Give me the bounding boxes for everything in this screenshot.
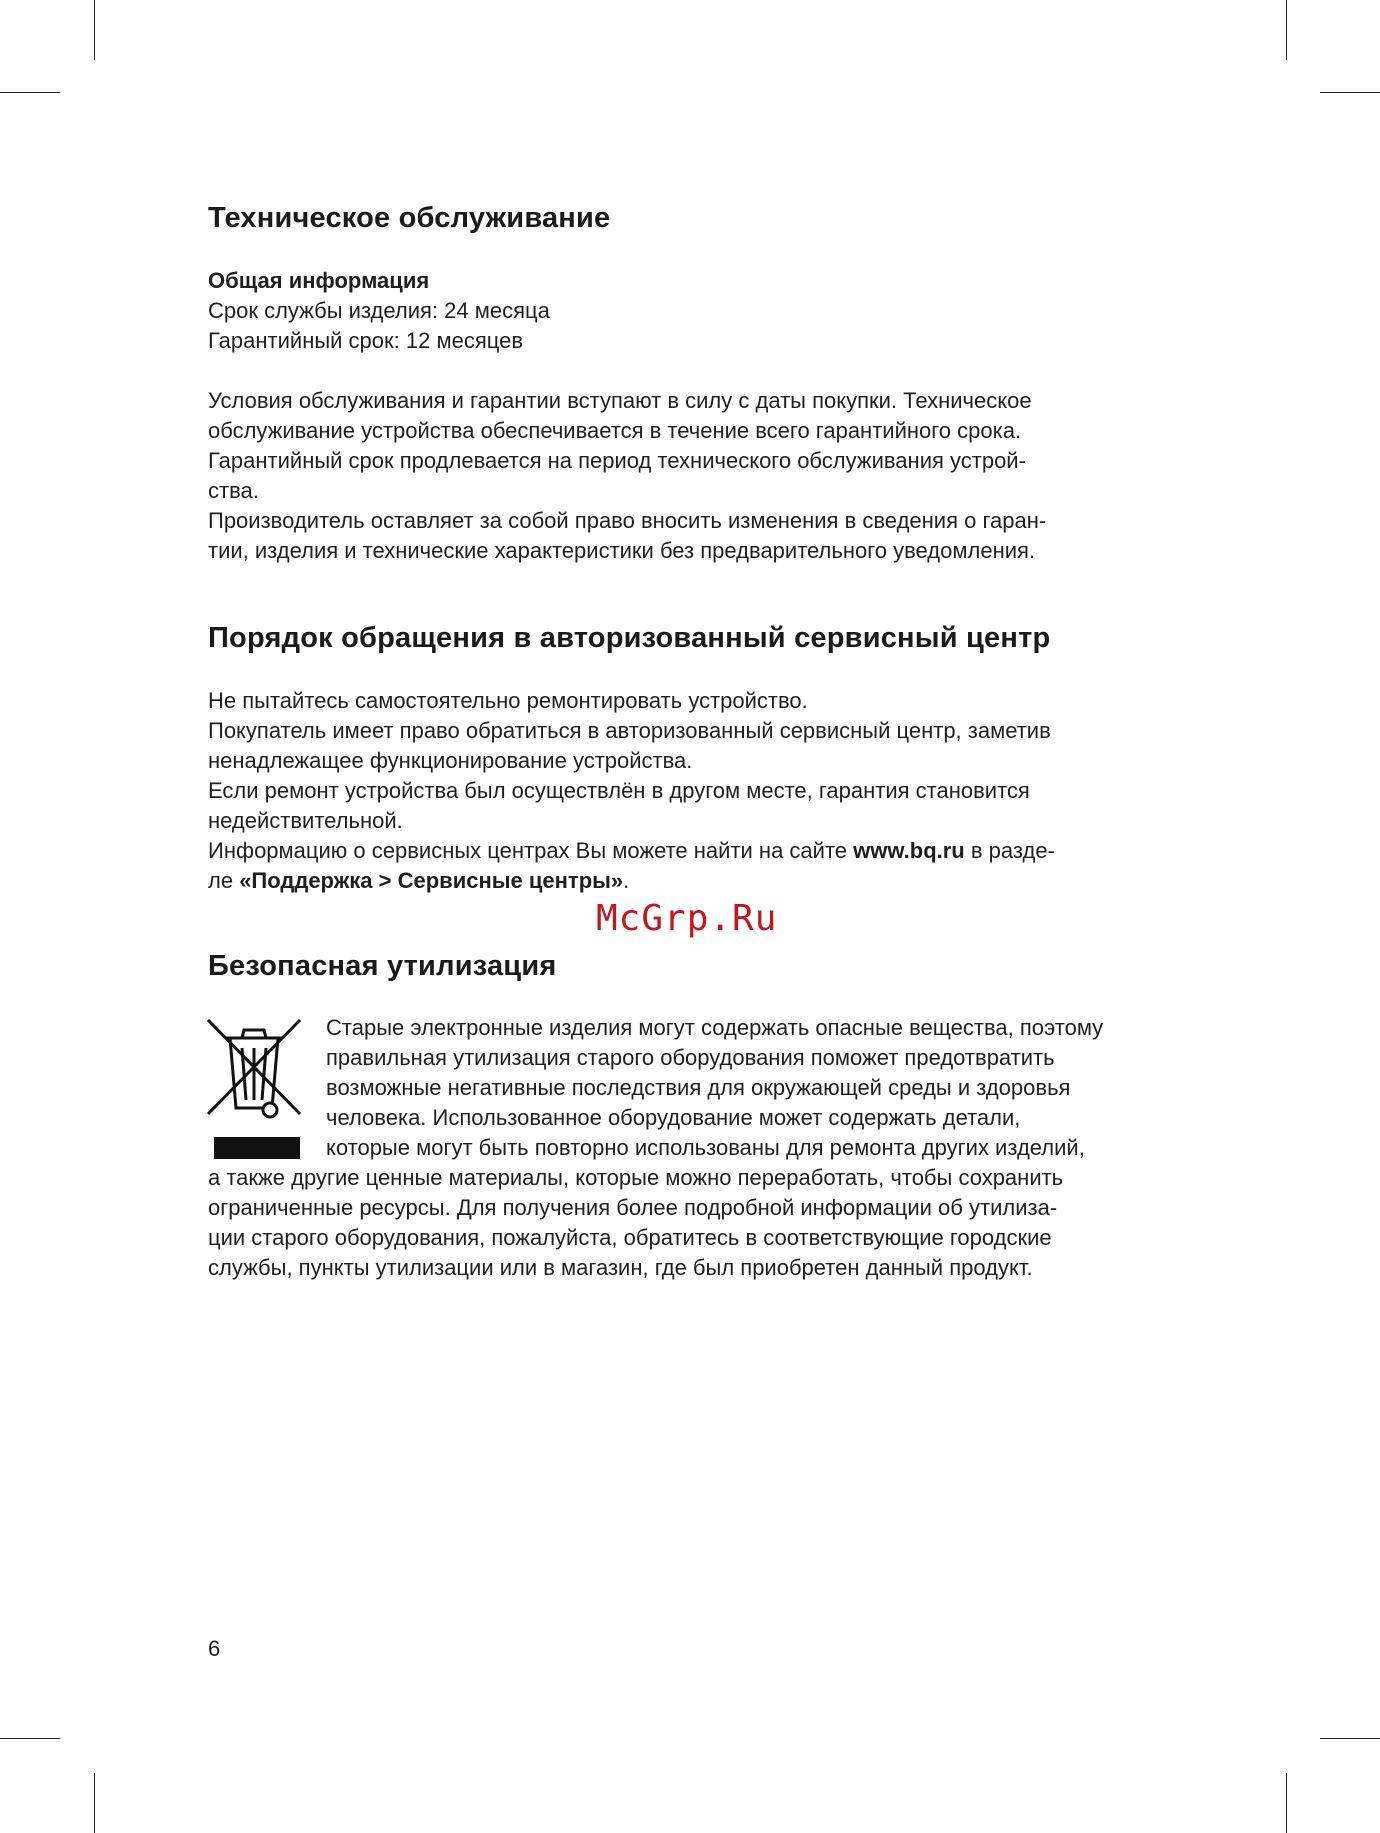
info-end: . <box>623 868 630 893</box>
service-center-paragraph <box>208 686 1055 896</box>
paragraph-line: ства. <box>208 478 259 503</box>
paragraph-line: службы, пункты утилизации или в магазин, где был приобретен данный продукт. <box>208 1255 1033 1280</box>
paragraph-line <box>208 866 1055 896</box>
section-title-service-center: Порядок обращения в авторизованный сервисный центр <box>208 622 1051 654</box>
crop-mark <box>0 1738 60 1739</box>
disposal-full-paragraph <box>208 1163 1063 1283</box>
paragraph-line: а также другие ценные материалы, которые можно переработать, чтобы сохранить <box>208 1165 1064 1190</box>
general-info-subtitle: Общая информация <box>208 268 430 293</box>
website-link[interactable]: www.bq.ru <box>853 838 965 863</box>
crop-mark <box>94 0 95 60</box>
general-info-block <box>208 266 550 356</box>
paragraph-line: ограниченные ресурсы. Для получения более подробной информации об утилиза- <box>208 1195 1058 1220</box>
paragraph-line: ненадлежащее функционирование устройства. <box>208 748 693 773</box>
paragraph-line: человека. Использованное оборудование может содержать детали, <box>326 1105 1021 1130</box>
paragraph-line: которые могут быть повторно использованы для ремонта других изделий, <box>326 1135 1085 1160</box>
paragraph-line <box>208 836 1055 866</box>
crop-mark <box>1320 92 1380 93</box>
paragraph-line: обслуживание устройства обеспечивается в течение всего гарантийного срока. <box>208 418 1022 443</box>
paragraph-line: недействительной. <box>208 808 403 833</box>
paragraph-line: Покупатель имеет право обратиться в авторизованный сервисный центр, заметив <box>208 718 1051 743</box>
warranty-conditions-paragraph <box>208 386 1046 566</box>
paragraph-line: Старые электронные изделия могут содержать опасные вещества, поэтому <box>326 1015 1104 1040</box>
info-prefix-2: ле <box>208 868 240 893</box>
service-life-line: Срок службы изделия: 24 месяца <box>208 298 550 323</box>
crop-mark <box>1286 1773 1287 1833</box>
info-mid: в разде- <box>964 838 1055 863</box>
page-number: 6 <box>208 1636 221 1661</box>
paragraph-line: правильная утилизация старого оборудования поможет предотвратить <box>326 1045 1055 1070</box>
crop-mark <box>94 1773 95 1833</box>
support-path: «Поддержка > Сервисные центры» <box>239 868 624 893</box>
crossed-out-wheelie-bin-icon <box>206 1018 302 1162</box>
paragraph-line: Не пытайтесь самостоятельно ремонтировать устройство. <box>208 688 808 713</box>
paragraph-line: Если ремонт устройства был осуществлён в другом месте, гарантия становится <box>208 778 1030 803</box>
section-title-maintenance: Техническое обслуживание <box>208 202 611 234</box>
paragraph-line: ции старого оборудования, пожалуйста, обратитесь в соответствующие городские <box>208 1225 1052 1250</box>
crop-mark <box>1320 1738 1380 1739</box>
warranty-term-line: Гарантийный срок: 12 месяцев <box>208 328 524 353</box>
disposal-indented-paragraph <box>326 1013 1103 1163</box>
paragraph-line: Производитель оставляет за собой право вносить изменения в сведения о гаран- <box>208 508 1047 533</box>
crop-mark <box>0 92 60 93</box>
section-title-disposal: Безопасная утилизация <box>208 950 557 982</box>
info-prefix: Информацию о сервисных центрах Вы можете найти на сайте <box>208 838 854 863</box>
paragraph-line: возможные негативные последствия для окружающей среды и здоровья <box>326 1075 1071 1100</box>
watermark: McGrp.Ru <box>596 898 778 939</box>
crop-mark <box>1286 0 1287 60</box>
paragraph-line: Гарантийный срок продлевается на период технического обслуживания устрой- <box>208 448 1026 473</box>
paragraph-line: тии, изделия и технические характеристики без предварительного уведомления. <box>208 538 1036 563</box>
paragraph-line: Условия обслуживания и гарантии вступают в силу с даты покупки. Техническое <box>208 388 1032 413</box>
